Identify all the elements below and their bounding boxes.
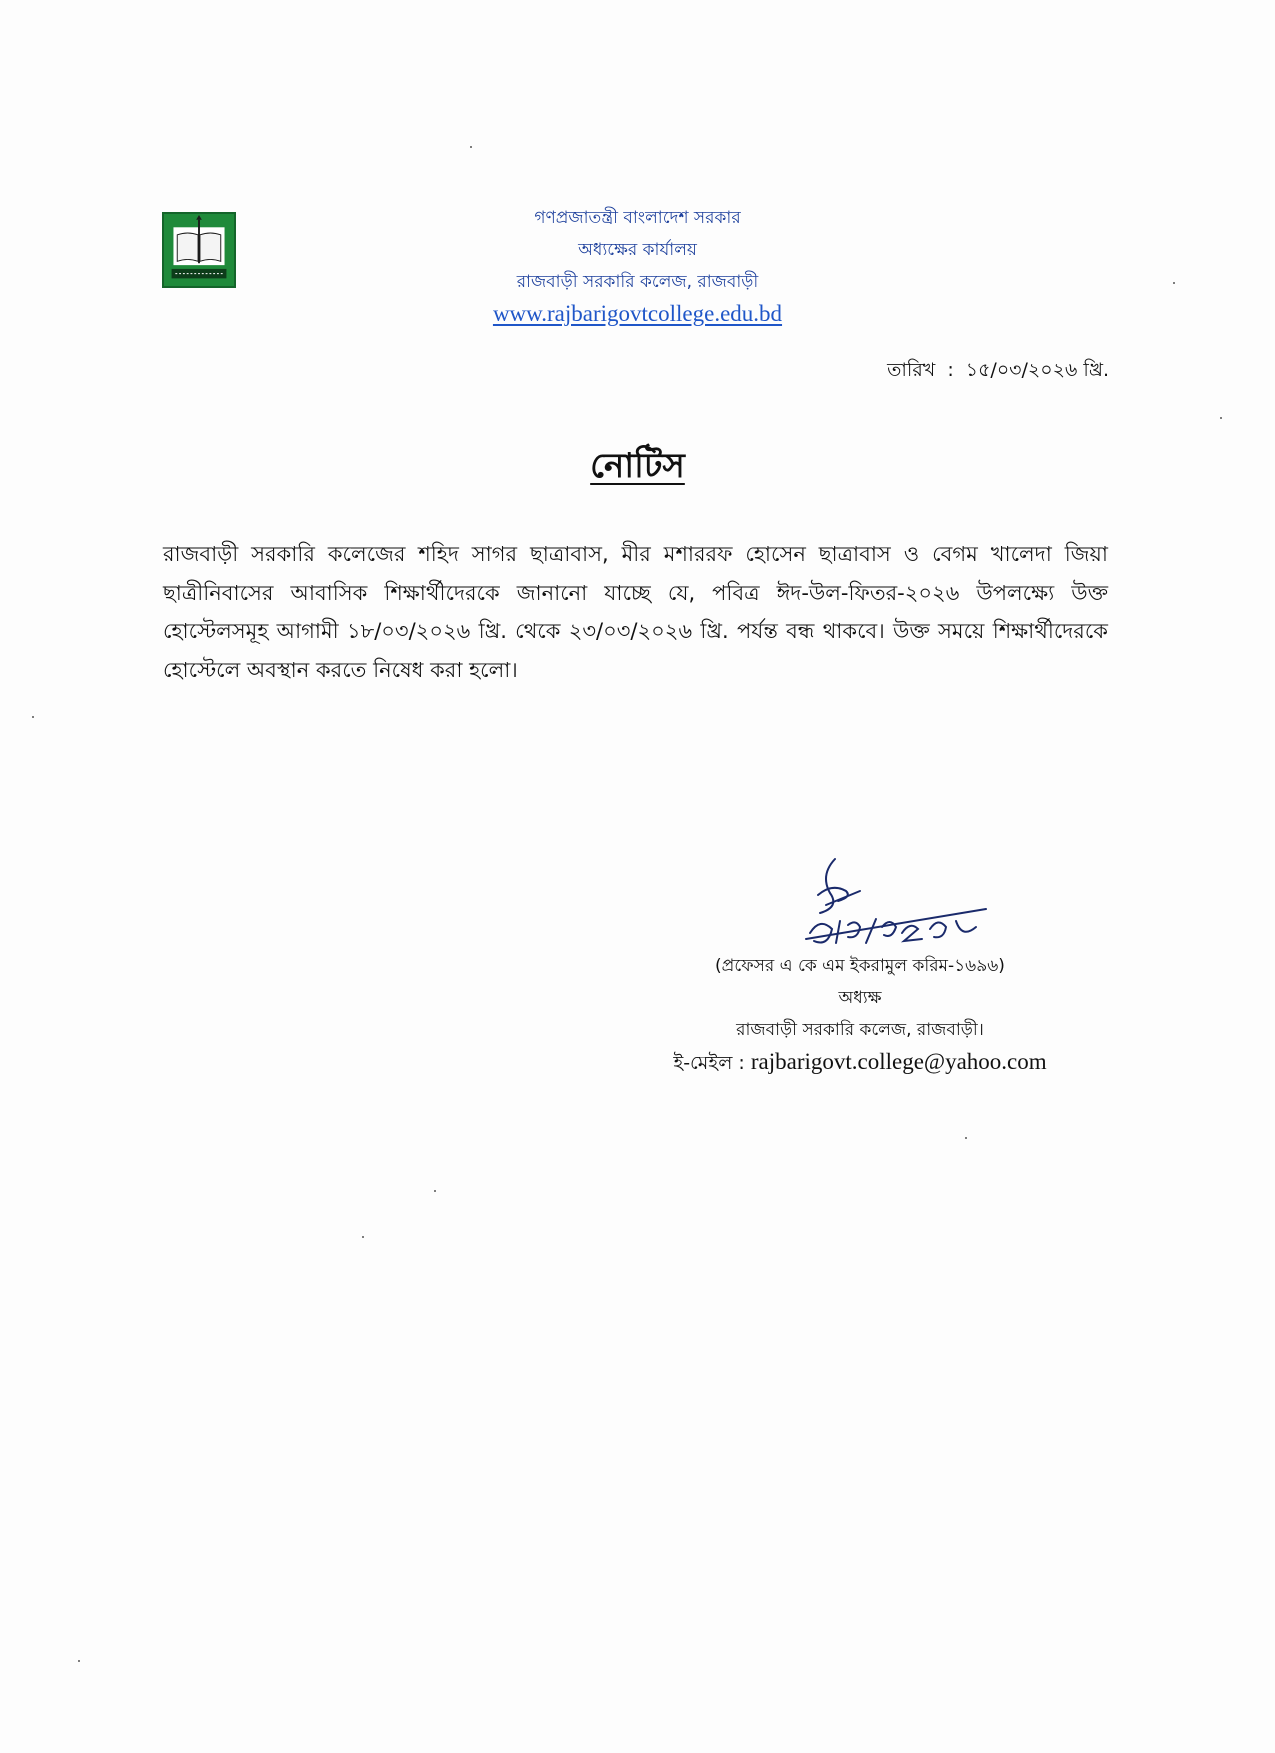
signatory-designation: অধ্যক্ষ	[838, 988, 882, 1008]
date-value: ১৫/০৩/২০২৬ খ্রি.	[965, 359, 1109, 381]
office-name: অধ্যক্ষের কার্যালয়	[578, 240, 697, 260]
notice-title	[0, 440, 1275, 497]
notice-title-text: নোটিস	[590, 446, 685, 486]
date-label: তারিখ	[887, 359, 936, 381]
signatory-block	[620, 950, 1100, 1079]
email-separator: :	[738, 1052, 745, 1074]
email-address[interactable]: rajbarigovt.college@yahoo.com	[750, 1049, 1047, 1074]
scan-speck	[362, 1236, 364, 1238]
scan-speck	[470, 146, 472, 148]
handwritten-signature	[790, 855, 990, 965]
scan-speck	[32, 716, 34, 718]
scan-speck	[434, 1190, 436, 1192]
letterhead	[380, 202, 895, 330]
email-line	[620, 1046, 1100, 1079]
website-link[interactable]: www.rajbarigovtcollege.edu.bd	[492, 301, 783, 326]
college-name: রাজবাড়ী সরকারি কলেজ, রাজবাড়ী	[516, 272, 759, 292]
scan-speck	[1173, 282, 1175, 284]
issue-date	[887, 356, 1109, 388]
date-separator: :	[947, 359, 954, 381]
college-emblem-icon	[162, 212, 236, 288]
signatory-name: (প্রফেসর এ কে এম ইকরামুল করিম-১৬৯৬)	[715, 956, 1005, 976]
notice-body: রাজবাড়ী সরকারি কলেজের শহিদ সাগর ছাত্রাবাস, মীর মশাররফ হোসেন ছাত্রাবাস ও বেগম খালেদা জিয়া ছাত্রীনিবাসের আবাসিক শিক্ষার্থীদেরকে জানানো যাচ্ছে যে, পবিত্র ঈদ-উল-ফিতর-২০২৬ উপলক্ষ্যে উক্ত হোস্টেলসমূহ আগামী ১৮/০৩/২০২৬ খ্রি. থেকে ২৩/০৩/২০২৬ খ্রি. পর্যন্ত বন্ধ থাকবে। উক্ত সময়ে শিক্ষার্থীদেরকে হোস্টেলে অবস্থান করতে নিষেধ করা হলো।	[163, 542, 1108, 682]
government-name: গণপ্রজাতন্ত্রী বাংলাদেশ সরকার	[534, 208, 741, 228]
scan-speck	[965, 1137, 967, 1139]
scan-speck	[78, 1660, 80, 1662]
email-label: ই-মেইল	[673, 1052, 733, 1074]
signatory-institution: রাজবাড়ী সরকারি কলেজ, রাজবাড়ী।	[736, 1020, 984, 1040]
scan-speck	[1220, 417, 1222, 419]
